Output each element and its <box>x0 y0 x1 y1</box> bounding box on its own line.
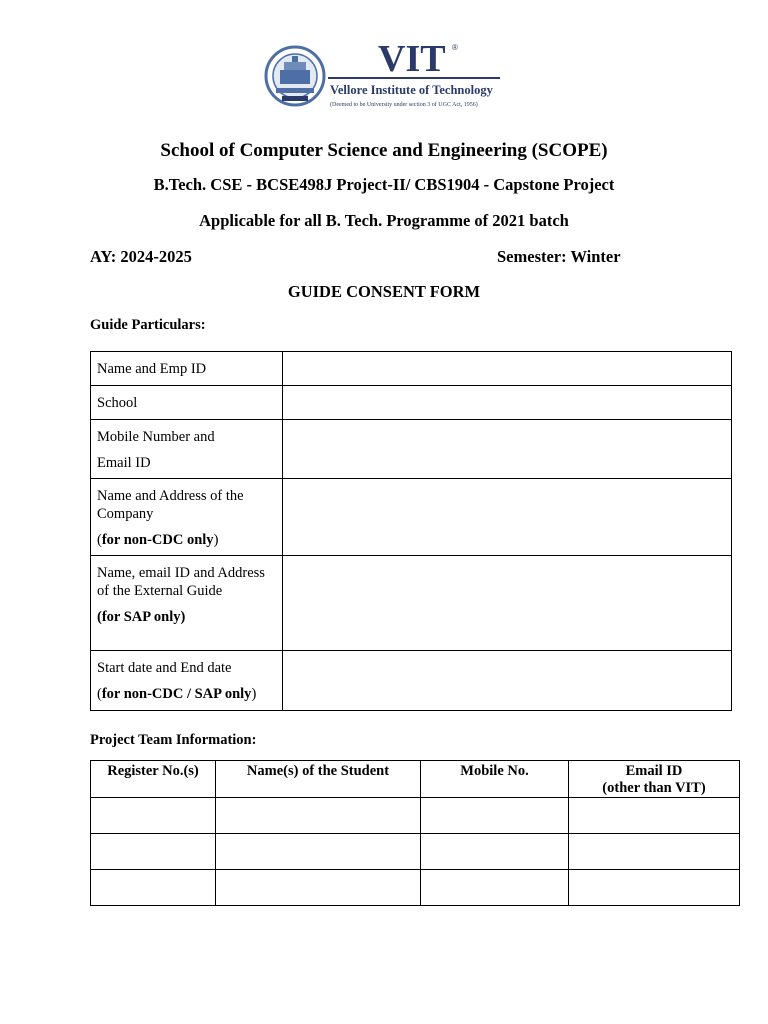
dates-label-text: Start date and End date <box>97 660 232 676</box>
academic-year: AY: 2024-2025 <box>90 247 192 266</box>
company-field[interactable] <box>283 479 732 556</box>
guide-contact-label-line1: Mobile Number and <box>97 429 215 445</box>
email-id-cell[interactable] <box>569 798 740 834</box>
course-heading: B.Tech. CSE - BCSE498J Project-II/ CBS1904 - Capstone Project <box>153 175 615 194</box>
table-row <box>91 651 732 711</box>
table-row <box>91 386 732 420</box>
mobile-no-cell[interactable] <box>421 870 569 906</box>
guide-contact-label-line2: Email ID <box>97 455 151 471</box>
guide-particulars-table <box>90 351 732 711</box>
team-section-label: Project Team Information: <box>90 732 257 748</box>
vit-logo <box>262 12 505 122</box>
table-row <box>91 798 740 834</box>
dates-field[interactable] <box>283 651 732 711</box>
table-header-row <box>91 761 740 798</box>
guide-name-field[interactable] <box>283 352 732 386</box>
col-student-name: Name(s) of the Student <box>216 761 421 798</box>
table-row <box>91 556 732 651</box>
email-id-cell[interactable] <box>569 870 740 906</box>
mobile-no-cell[interactable] <box>421 798 569 834</box>
guide-name-label: Name and Emp ID <box>91 352 283 386</box>
university-seal-icon <box>266 47 324 105</box>
guide-section-label: Guide Particulars: <box>90 317 206 333</box>
col-email-id-sub: (other than VIT) <box>602 780 706 796</box>
company-label-text: Name and Address of the Company <box>97 488 244 522</box>
vit-wordmark: VIT <box>378 38 446 80</box>
table-row <box>91 352 732 386</box>
col-register-no: Register No.(s) <box>91 761 216 798</box>
project-team-table <box>90 760 740 906</box>
table-row <box>91 479 732 556</box>
table-row <box>91 870 740 906</box>
school-heading: School of Computer Science and Engineering (SCOPE) <box>160 140 608 161</box>
table-row <box>91 834 740 870</box>
register-no-cell[interactable] <box>91 798 216 834</box>
col-mobile-no: Mobile No. <box>421 761 569 798</box>
applicability-heading: Applicable for all B. Tech. Programme of 2021 batch <box>199 211 569 230</box>
semester: Semester: Winter <box>497 247 621 266</box>
external-guide-field[interactable] <box>283 556 732 651</box>
mobile-no-cell[interactable] <box>421 834 569 870</box>
institute-name: Vellore Institute of Technology <box>330 83 493 97</box>
company-label <box>91 479 283 556</box>
guide-school-field[interactable] <box>283 386 732 420</box>
col-email-id <box>569 761 740 798</box>
external-guide-label-text: Name, email ID and Address of the External Guide <box>97 565 265 599</box>
form-title: GUIDE CONSENT FORM <box>287 282 481 301</box>
table-row <box>91 420 732 479</box>
student-name-cell[interactable] <box>216 834 421 870</box>
svg-text:®: ® <box>452 43 458 52</box>
register-no-cell[interactable] <box>91 834 216 870</box>
dates-label <box>91 651 283 711</box>
student-name-cell[interactable] <box>216 798 421 834</box>
guide-contact-field[interactable] <box>283 420 732 479</box>
company-note: (for non-CDC only) <box>97 532 219 548</box>
vit-logo-graphic <box>262 12 505 122</box>
guide-contact-label <box>91 420 283 479</box>
email-id-cell[interactable] <box>569 834 740 870</box>
institute-tagline: (Deemed to be University under section 3 of UGC Act, 1956) <box>330 102 478 108</box>
external-guide-note: (for SAP only) <box>97 609 186 625</box>
student-name-cell[interactable] <box>216 870 421 906</box>
col-email-id-label: Email ID <box>625 763 683 779</box>
dates-note: (for non-CDC / SAP only) <box>97 686 257 702</box>
external-guide-label <box>91 556 283 651</box>
guide-school-label: School <box>91 386 283 420</box>
register-no-cell[interactable] <box>91 870 216 906</box>
